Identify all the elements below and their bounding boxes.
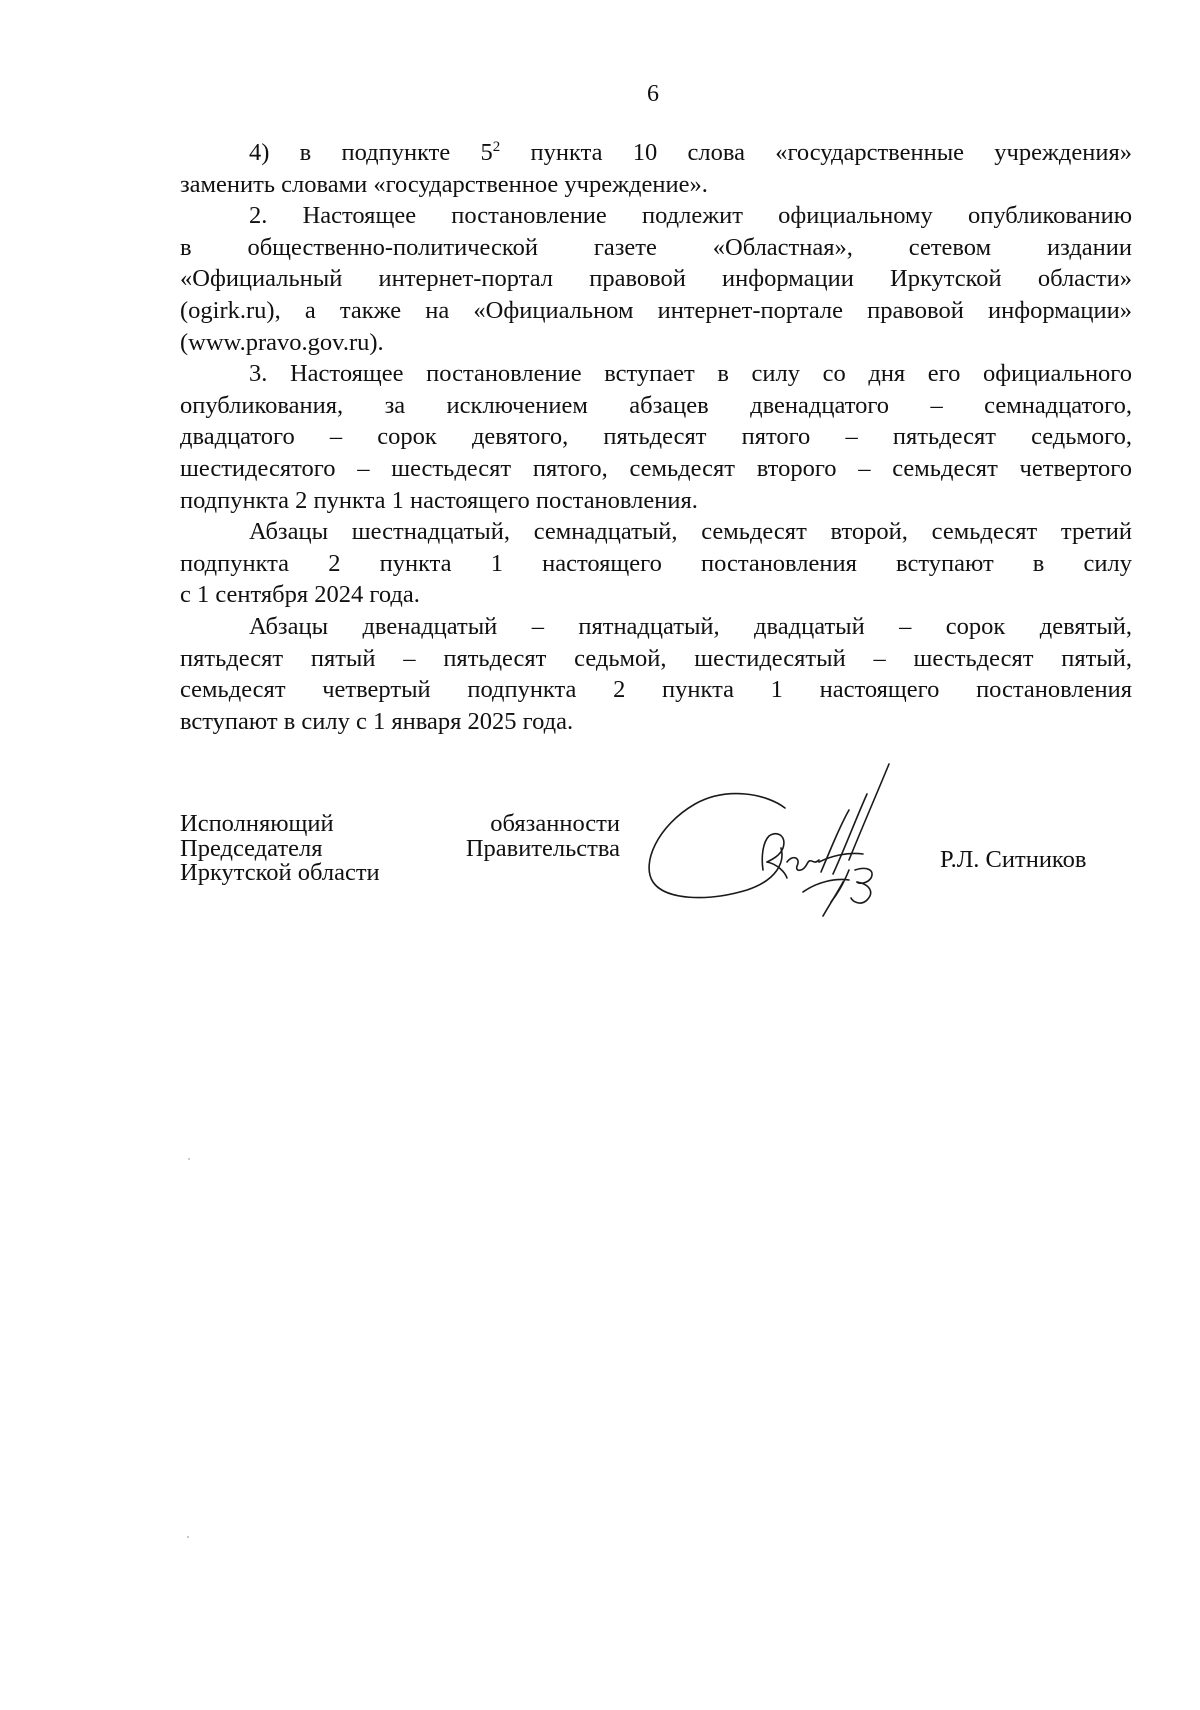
page-number: 6 [647, 81, 659, 107]
signatory-title-text: Правительства [465, 834, 620, 862]
handwritten-signature [635, 752, 935, 922]
signatory-title-row [180, 812, 620, 837]
paragraph-line: шестидесятого – шестьдесят пятого, семьдесят второго – семьдесят четвертого [180, 454, 1132, 482]
paragraph-line: вступают в силу с 1 января 2025 года. [180, 707, 574, 735]
paragraph-entry-into-force [180, 358, 1132, 516]
paragraph-january-2025 [180, 611, 1132, 737]
signatory-title [180, 812, 620, 886]
paragraph-publication [180, 200, 1132, 358]
paragraph-line: подпункта 2 пункта 1 настоящего постановления. [180, 486, 698, 514]
paragraph-line: с 1 сентября 2024 года. [180, 581, 420, 609]
paragraph-item-4 [180, 137, 1132, 200]
paragraph-line: 3. Настоящее постановление вступает в силу со дня его официального [249, 360, 1132, 388]
document-body [180, 137, 1132, 737]
signatory-title-text: Исполняющий [180, 810, 334, 837]
paragraph-line: заменить словами «государственное учреждение». [180, 170, 708, 198]
paragraph-line: опубликования, за исключением абзацев двенадцатого – семнадцатого, [180, 391, 1132, 419]
paragraph-text: 4) в подпункте 5 [249, 139, 493, 166]
paragraph-line: (ogirk.ru), а также на «Официальном интернет-портале правовой информации» [180, 296, 1132, 324]
paragraph-september-2024 [180, 516, 1132, 611]
paragraph-text: пункта 10 слова «государственные учреждения» [500, 139, 1132, 166]
paragraph-line: подпункта 2 пункта 1 настоящего постановления вступают в силу [180, 549, 1132, 577]
paragraph-line: «Официальный интернет-портал правовой информации Иркутской области» [180, 265, 1132, 293]
signatory-title-text: Председателя [180, 834, 323, 862]
signatory-title-text: обязанности [490, 810, 620, 837]
scan-speck [187, 1536, 189, 1538]
signatory-title-text: Иркутской области [180, 859, 380, 886]
paragraph-line: семьдесят четвертый подпункта 2 пункта 1 настоящего постановления [180, 676, 1132, 704]
paragraph-line: двадцатого – сорок девятого, пятьдесят пятого – пятьдесят седьмого, [180, 423, 1132, 451]
paragraph-line: пятьдесят пятый – пятьдесят седьмой, шестидесятый – шестьдесят пятый, [180, 644, 1132, 672]
paragraph-line: 2. Настоящее постановление подлежит официальному опубликованию [249, 202, 1132, 230]
superscript: 2 [492, 139, 501, 155]
signatory-title-row [180, 834, 620, 862]
paragraph-line: Абзацы двенадцатый – пятнадцатый, двадцатый – сорок девятый, [249, 612, 1132, 640]
paragraph-line: (www.pravo.gov.ru). [180, 328, 384, 356]
paragraph-line [180, 137, 1132, 169]
signatory-title-row [180, 861, 620, 886]
paragraph-line: в общественно-политической газете «Областная», сетевом издании [180, 233, 1132, 261]
signatory-name: Р.Л. Ситников [940, 846, 1087, 873]
scan-speck [188, 1158, 190, 1160]
paragraph-line: Абзацы шестнадцатый, семнадцатый, семьдесят второй, семьдесят третий [249, 518, 1132, 546]
